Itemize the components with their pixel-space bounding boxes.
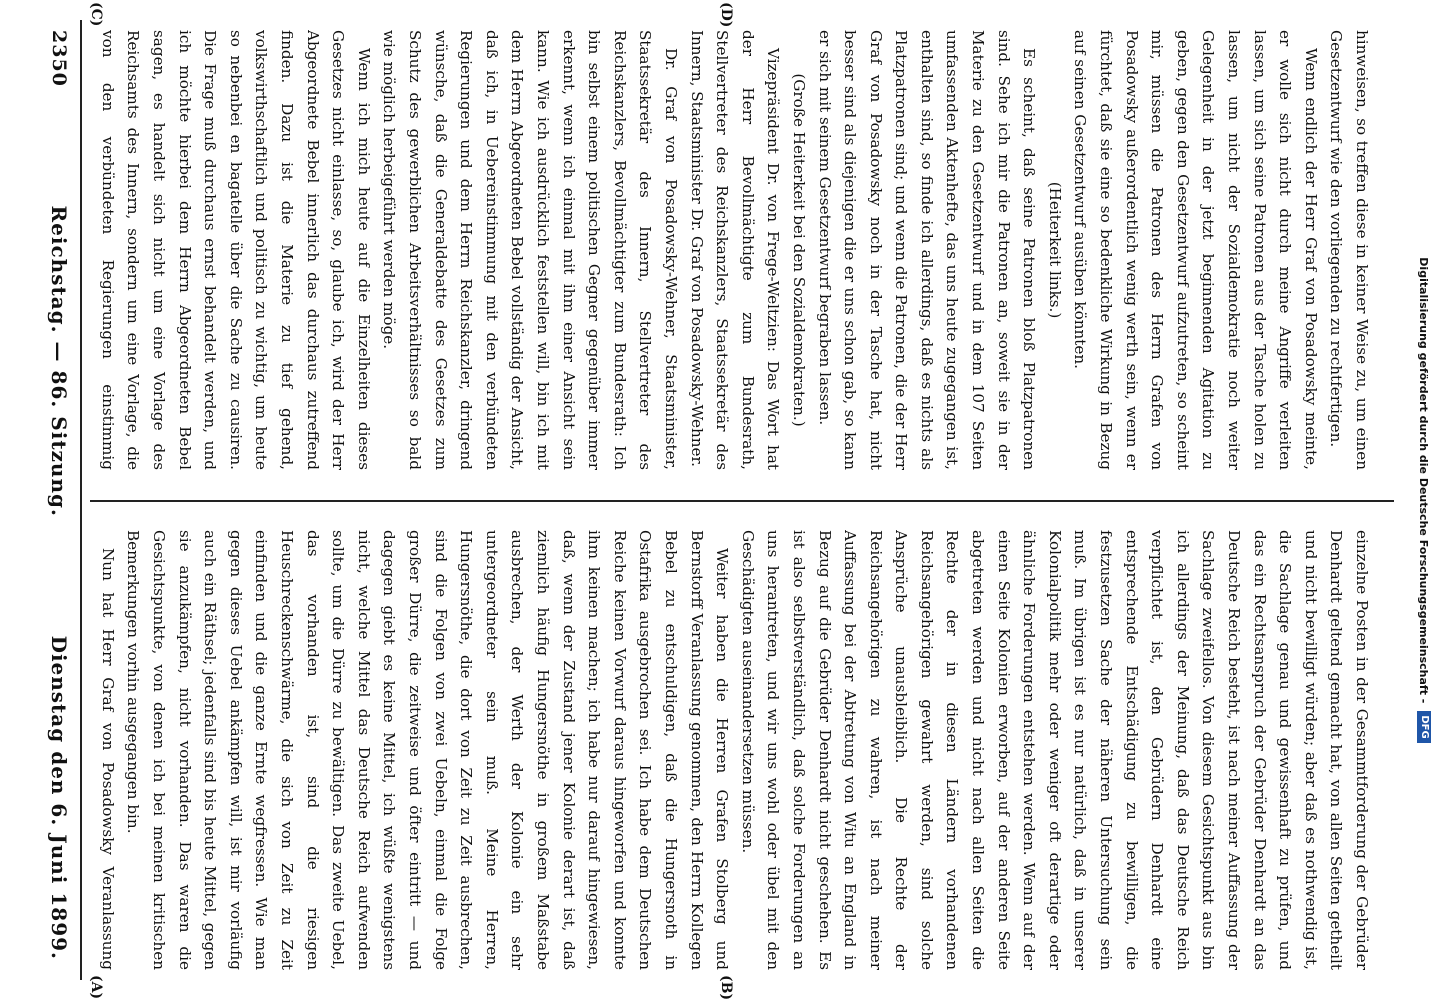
column-divider [90, 500, 1394, 502]
margin-mark-b: (B) [718, 975, 734, 1000]
right-column [94, 30, 1374, 470]
interjection: (Heiterkeit links.) [1045, 181, 1064, 319]
paragraph: Es scheint, daß seine Patronen bloß Platzpatronen sind. Sehe ich mir die Patronen an, soweit sie in der Materie zu den Gesetzentwurf und in dem 107 Seiten umfassenden Aktenhefte, das uns heute zugegangen ist, enthalten sind, so finde ich allerdings, daß es nichts als Platzpatronen sind; und wenn die Patronen, die der Herr Graf von Posadowsky noch in der Tasche hat, nicht besser sind als diejenigen die er uns schon gab, so kann er sich mit seinem Gesetzentwurf begraben lassen. [815, 30, 1039, 470]
margin-mark-a: (A) [88, 975, 104, 1000]
paragraph: Dr. Graf von Posadowsky-Wehner, Staatsminister, Staatssekretär des Innern, Stellvertreter des Reichskanzlers, Bevollmächtigter zum Bundesrath: Ich bin selbst einem politischen Gegner gegenüber immer erkennt, wenn ich einmal mit ihm einer Ansicht sein kann. Wie ich ausdrücklich feststellen will, bin ich mit dem Herrn Abgeordneten Bebel vollständig der Ansicht, daß ich, in Uebereinstimmung mit den verbündeten Regierungen und dem Herrn Reichskanzler, dringend wünsche, daß die Generaldebatte des Gesetzes zum Schutz des gewerblichen Arbeitsverhältnisses so bald wie möglich herbeigeführt werden möge. [380, 30, 680, 470]
paragraph: Vizepräsident Dr. von Frege-Weltzien: Das Wort hat der Herr Bevollmächtigte zum Bundesrath, Stellvertreter des Reichskanzlers, Staatssekretär des Innern, Staatsminister Dr. Graf von Posadowsky-Wehner. [687, 30, 783, 470]
dfg-logo: DFG [1417, 711, 1431, 742]
paragraph: Weiter haben die Herren Grafen Stolberg und Bernstorff Veranlassung genommen, den Herrn Kollegen Bebel zu entschuldigen, daß die Hungersnoth in Ostafrika ausgebrochen sei. Ich habe dem Deutschen Reiche keinen Vorwurf daraus hingeworfen und konnte ihm keinen machen; ich habe nur darauf hingewiesen, daß, wenn der Zustand jener Kolonie derart ist, daß ziemlich häufig Hungersnöthe in großem Maßstabe ausbrechen, der Werth der Kolonie ein sehr untergeordneter sein muß. Meine Herren, Hungersnöthe, die dort von Zeit zu Zeit ausbrechen, sind die Folgen von zwei Uebeln, einmal die Folge großer Dürre, die zeitweise und öfter eintritt — und dagegen giebt es keine Mittel, ich wüßte wenigstens nicht, welche Mittel das Deutsche Reich aufwenden sollte, um die Dürre zu bewältigen. Das zweite Uebel, das vorhanden ist, sind die riesigen Heuschreckenschwärme, die sich von Zeit zu Zeit einfinden und die ganze Ernte wegfressen. Wie man gegen dieses Uebel ankämpfen will, ist mir vorläufig auch ein Räthsel; jedenfalls sind bis heute Mittel, gegen sie anzukämpfen, nicht vorhanden. Das waren die Gesichtspunkte, von denen ich bei meinen kritischen Bemerkungen vorhin ausgegangen bin. [124, 530, 732, 970]
paragraph: Wenn ich mich heute auf die Einzelheiten dieses Gesetzes nicht einlasse, so, glaube ich, wird der Herr Abgeordnete Bebel innerlich das durchaus zutreffend finden. Dazu ist die Materie zu tief gehend, volkswirthschaftlich und politisch zu wichtig, um heute so nebenbei en bagatelle über die Sache zu causiren. Die Frage muß durchaus ernst behandelt werden, und ich möchte hierbei dem Herrn Abgeordneten Bebel sagen, es handelt sich nicht um eine Vorlage des Reichsamts des Innern, sondern um eine Vorlage, die von den verbündeten Regierungen einstimmig [98, 30, 373, 470]
interjection: (Große Heiterkeit bei den Sozialdemokraten.) [789, 73, 808, 427]
left-column [94, 530, 1374, 970]
page-header [44, 30, 74, 960]
digitization-credit [1414, 30, 1434, 970]
page-number: 2350 [48, 30, 70, 87]
paragraph: Nun hat Herr Graf von Posadowsky Veranlassung [98, 548, 117, 970]
margin-mark-c: (C) [88, 2, 104, 27]
paragraph: hinweisen, so treffen diese in keiner Weise zu, um einen Gesetzentwurf wie den vorliegenden zu rechtfertigen. [1327, 30, 1371, 470]
paragraph: einzelne Posten in der Gesammtforderung der Gebrüder Denhardt geltend gemacht hat, von allen Seiten getheilt und nicht bewilligt würden; aber daß es nothwendig ist, die Sachlage genau und gewissenhaft zu prüfen, und das ein Rechtsanspruch der Gebrüder Denhardt an das Deutsche Reich besteht, ist nach meiner Auffassung der Sachlage zweifellos. Von diesem Gesichtspunkt aus bin ich allerdings der Meinung, daß das Deutsche Reich verpflichtet ist, den Gebrüdern Denhardt eine entsprechende Entschädigung zu bewilligen, die festzusetzen Sache der näheren Untersuchung sein muß. Im übrigen ist es nur natürlich, daß in unserer Kolonialpolitik mehr oder weniger oft derartige oder ähnliche Forderungen entstehen werden. Wenn auf der einen Seite Kolonien erworben, auf der anderen Seite abgetreten werden und nicht nach allen Seiten die Rechte der in diesen Ländern vorhandenen Reichsangehörigen gewahrt werden, sind solche Ansprüche unausbleiblich. Die Rechte der Reichsangehörigen zu wahren, ist nach meiner Auffassung bei der Abtretung von Witu an England in Bezug auf die Gebrüder Denhardt nicht geschehen. Es ist also selbstverständlich, daß solche Forderungen an uns herantreten, und wir uns wohl oder übel mit den Geschädigten auseinandersetzen müssen. [738, 530, 1371, 970]
margin-mark-d: (D) [718, 2, 734, 28]
paragraph: Wenn endlich der Herr Graf von Posadowsky meinte, er wolle sich nicht durch meine Angriffe verleiten lassen, um sich seine Patronen aus der Tasche holen zu lassen, um nicht der Sozialdemokratie noch weiter Gelegenheit in der jetzt beginnenden Agitation zu geben, gegen den Gesetzentwurf aufzutreten, so scheint mir, müssen die Patronen des Herrn Grafen von Posadowsky außerordentlich wenig werth sein, wenn er fürchtet, daß sie eine so bedenkliche Wirkung in Bezug auf seinen Gesetzentwurf ausüben könnten. [1071, 30, 1320, 470]
header-rule [80, 20, 82, 980]
credit-text: Digitalisierung gefördert durch die Deutsche Forschungsgemeinschaft - [1417, 257, 1431, 704]
session-date: Dienstag den 6. Juni 1899. [47, 635, 71, 960]
session-title: Reichstag. — 86. Sitzung. [47, 205, 71, 517]
